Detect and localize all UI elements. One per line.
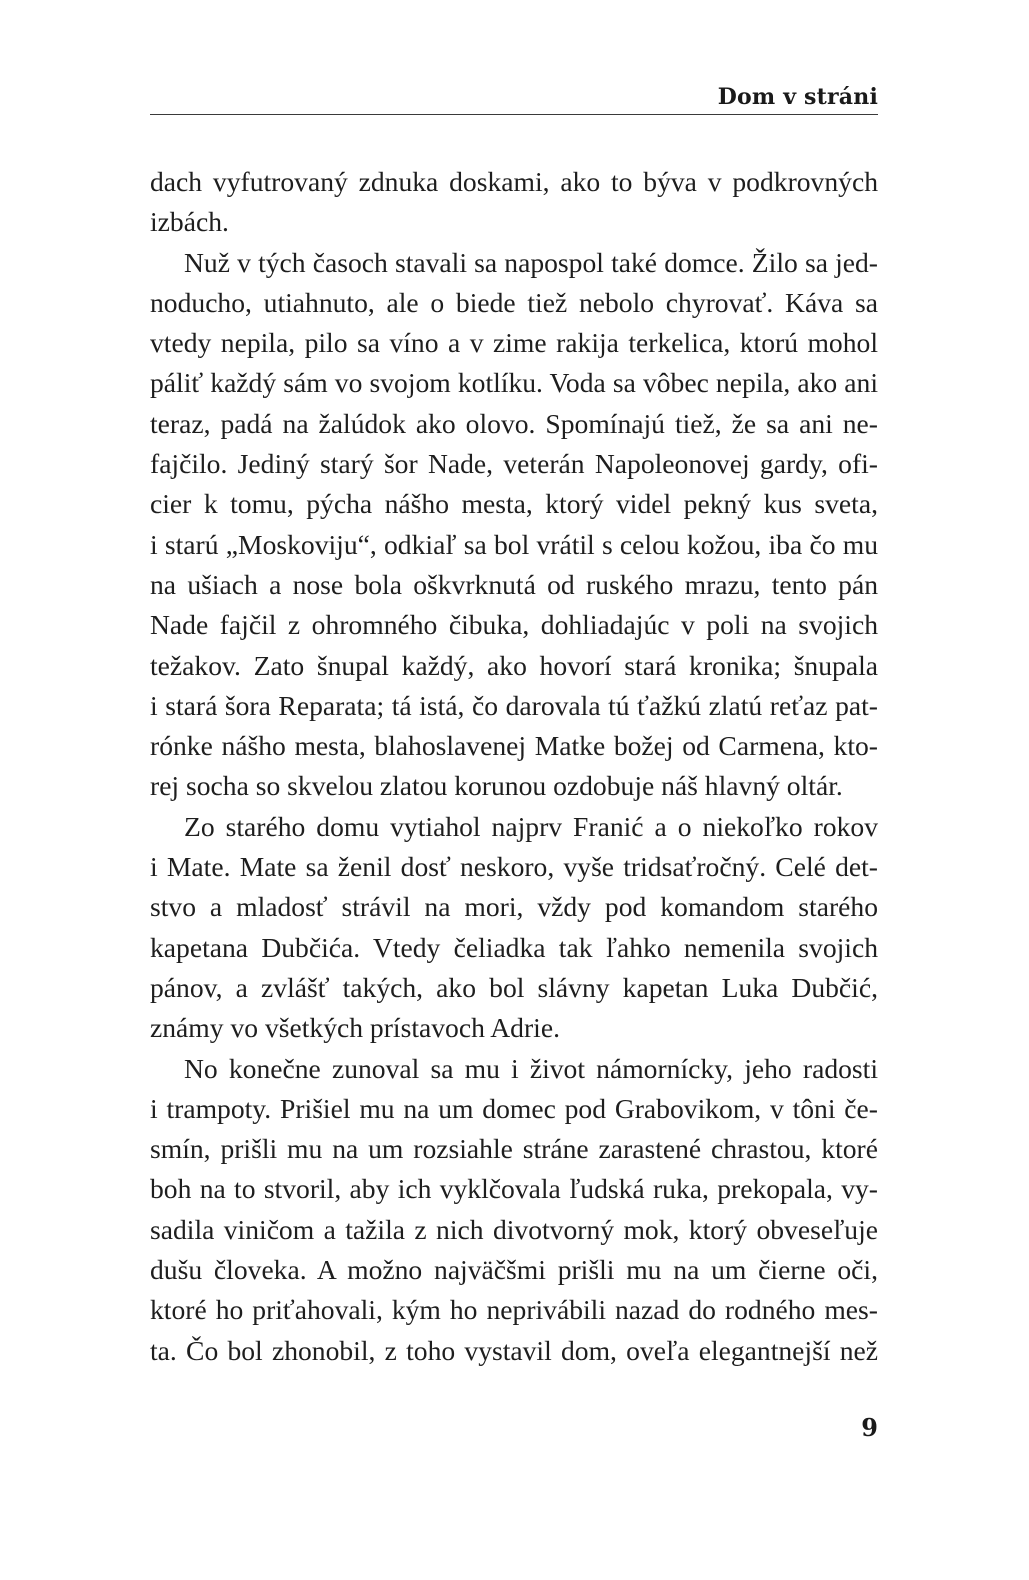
text-line: na ušiach a nose bola oškvrknutá od ruského mrazu, tento pán [150,568,878,600]
text-line: i trampoty. Prišiel mu na um domec pod Grabovikom, v tôni če- [150,1092,878,1124]
text-line: fajčilo. Jediný starý šor Nade, veterán Napoleonovej gardy, ofi- [150,448,878,480]
text-line: ktoré ho priťahovali, kým ho neprivábili nazad do rodného mes- [150,1294,878,1326]
text-line: No konečne zunoval sa mu i život námornícky, jeho radosti [184,1052,878,1084]
paragraph [150,162,878,243]
text-line: smín, prišli mu na um rozsiahle stráne zarastené chrastou, ktoré [150,1133,878,1165]
text-line: ta. Čo bol zhonobil, z toho vystavil dom, oveľa elegantnejší než [150,1334,878,1366]
text-line: i stará šora Reparata; tá istá, čo darovala tú ťažkú zlatú reťaz pat- [150,689,878,721]
paragraph [150,807,878,1049]
page-number: 9 [861,1413,878,1442]
header-rule [150,114,878,115]
text-line: i Mate. Mate sa ženil dosť neskoro, vyše tridsaťročný. Celé det- [150,851,878,883]
text-line: dach vyfutrovaný zdnuka doskami, ako to býva v podkrovných [150,166,878,197]
text-line: stvo a mladosť strávil na mori, vždy pod komandom starého [150,891,878,923]
text-line: noducho, utiahnuto, ale o biede tiež nebolo chyrovať. Káva sa [150,286,878,318]
text-line: težakov. Zato šnupal každý, ako hovorí stará kronika; šnupala [150,649,878,681]
text-line: páliť každý sám vo svojom kotlíku. Voda sa vôbec nepila, ako ani [150,367,878,399]
text-line: boh na to stvoril, aby ich vyklčovala ľudská ruka, prekopala, vy- [150,1173,878,1205]
text-line: Zo starého domu vytiahol najprv Franić a o niekoľko rokov [184,810,878,842]
text-line: Nuž v tých časoch stavali sa napospol také domce. Žilo sa jed- [184,246,878,278]
text-line: pánov, a zvlášť takých, ako bol slávny kapetan Luka Dubčić, [150,971,878,1003]
text-line: teraz, padá na žalúdok ako olovo. Spomínajú tiež, že sa ani ne- [150,407,878,439]
text-line: Nade fajčil z ohromného čibuka, dohliadajúc v poli na svojich [150,609,878,641]
body-text [150,162,878,1371]
text-line: kapetana Dubčića. Vtedy čeliadka tak ľahko nemenila svojich [150,931,878,963]
text-line: sadila viničom a tažila z nich divotvorný mok, ktorý obveseľuje [150,1213,878,1245]
running-head-title: Dom v stráni [717,84,878,110]
running-head [150,78,878,114]
text-line: cier k tomu, pýcha nášho mesta, ktorý videl pekný kus sveta, [150,488,878,520]
text-line: izbách. [150,206,229,238]
text-line: rónke nášho mesta, blahoslavenej Matke božej od Carmena, kto- [150,730,878,762]
text-line: vtedy nepila, pilo sa víno a v zime rakija terkelica, ktorú mohol [150,327,878,359]
paragraph [150,1049,878,1371]
paragraph [150,243,878,807]
text-line: i starú „Moskoviju“, odkiaľ sa bol vrátil s celou kožou, iba čo mu [150,528,878,560]
text-line: dušu človeka. A možno najväčšmi prišli mu na um čierne oči, [150,1254,878,1286]
text-line: známy vo všetkých prístavoch Adrie. [150,1012,560,1044]
text-line: rej socha so skvelou zlatou korunou ozdobuje náš hlavný oltár. [150,770,843,802]
